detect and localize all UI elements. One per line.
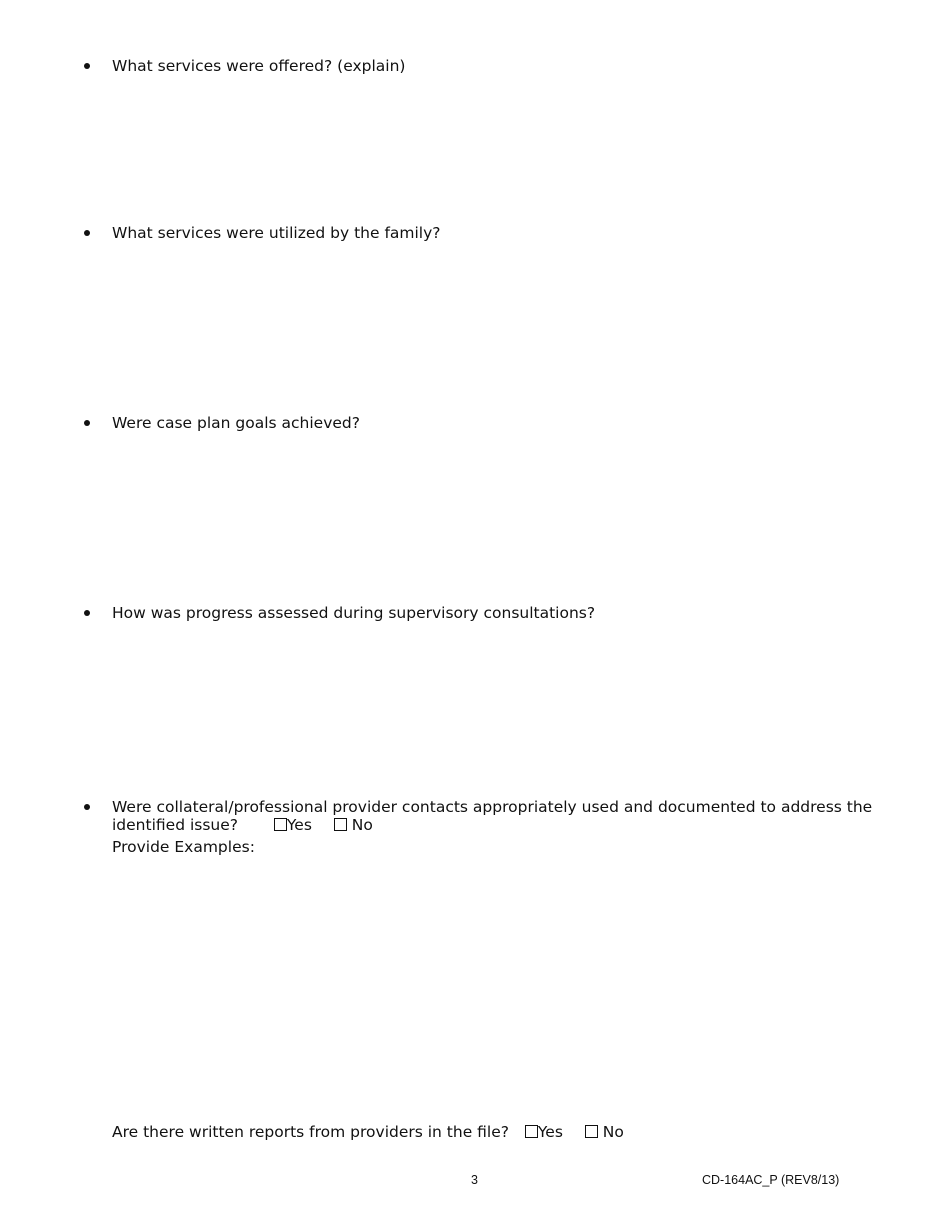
question-goals-achieved: Were case plan goals achieved? (112, 414, 360, 432)
question-collateral-line1: Were collateral/professional provider contacts appropriately used and documented to address the (112, 798, 873, 816)
reports-no-option[interactable] (585, 1123, 624, 1141)
collateral-no-checkbox[interactable] (334, 818, 347, 831)
collateral-yes-label: Yes (286, 816, 312, 834)
collateral-no-label: No (351, 816, 373, 834)
form-id: CD-164AC_P (REV8/13) (702, 1173, 840, 1187)
question-collateral-text: identified issue? (112, 816, 238, 834)
bullet-icon (84, 610, 92, 618)
reports-yes-checkbox[interactable] (525, 1125, 538, 1138)
question-collateral-line2 (112, 816, 373, 834)
collateral-yes-checkbox[interactable] (274, 818, 287, 831)
question-services-utilized: What services were utilized by the family? (112, 224, 441, 242)
reports-no-label: No (602, 1123, 624, 1141)
bullet-icon (84, 230, 92, 238)
written-reports-text: Are there written reports from providers in the file? (112, 1123, 510, 1141)
page-number: 3 (471, 1173, 478, 1187)
bullet-icon (84, 63, 92, 71)
collateral-yes-option[interactable] (274, 816, 312, 834)
provide-examples-label: Provide Examples: (112, 838, 255, 856)
bullet-icon (84, 804, 92, 812)
bullet-icon (84, 420, 92, 428)
reports-no-checkbox[interactable] (585, 1125, 598, 1138)
reports-yes-label: Yes (537, 1123, 563, 1141)
written-reports-question (112, 1123, 624, 1141)
question-progress-assessed: How was progress assessed during supervisory consultations? (112, 604, 596, 622)
collateral-no-option[interactable] (334, 816, 373, 834)
question-services-offered: What services were offered? (explain) (112, 57, 406, 75)
reports-yes-option[interactable] (525, 1123, 563, 1141)
